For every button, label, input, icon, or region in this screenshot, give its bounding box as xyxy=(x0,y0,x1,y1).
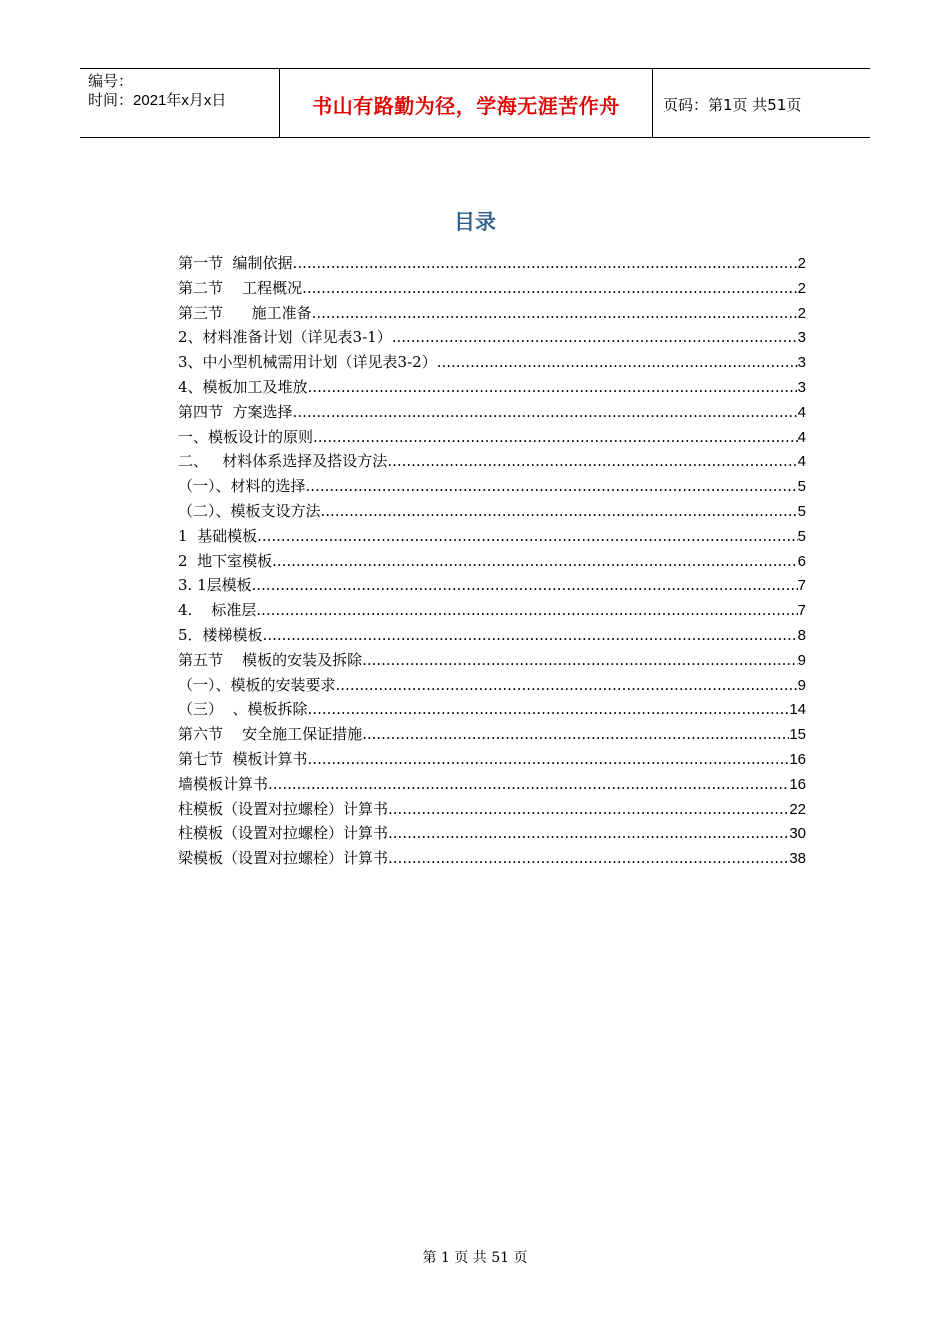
toc-entry-text: 一、模板设计的原则 xyxy=(178,427,314,446)
toc-entry[interactable] xyxy=(178,847,806,872)
toc-dot-leader xyxy=(293,254,798,272)
toc-entry[interactable] xyxy=(178,351,806,376)
toc-entry-text: 柱模板（设置对拉螺栓）计算书 xyxy=(178,824,389,843)
toc-entry[interactable] xyxy=(178,624,806,649)
toc-entry-page: 30 xyxy=(789,825,806,843)
toc-entry[interactable] xyxy=(178,748,806,773)
toc-entry[interactable] xyxy=(178,500,806,525)
toc-entry[interactable] xyxy=(178,773,806,798)
toc-dot-leader xyxy=(388,824,789,842)
toc-dot-leader xyxy=(263,626,798,644)
toc-entry-page: 38 xyxy=(789,850,806,868)
toc-dot-leader xyxy=(388,849,789,867)
toc-entry[interactable] xyxy=(178,525,806,550)
toc-dot-leader xyxy=(302,279,798,297)
toc-dot-leader xyxy=(362,725,789,743)
toc-entry[interactable] xyxy=(178,723,806,748)
toc-entry-page: 8 xyxy=(797,626,806,644)
toc-dot-leader xyxy=(308,700,790,718)
toc-entry-text: 第六节 安全施工保证措施 xyxy=(178,725,363,744)
toc-entry-text: （二）、模板支设方法 xyxy=(178,501,321,520)
toc-entry[interactable] xyxy=(178,450,806,475)
toc-entry-text: 第七节 模板计算书 xyxy=(178,749,308,768)
toc-dot-leader xyxy=(313,428,798,446)
toc-entry-page: 22 xyxy=(789,800,806,818)
document-number-label: 编号： xyxy=(88,73,134,90)
toc-entry-text: 第一节 编制依据 xyxy=(178,254,293,272)
toc-entry[interactable] xyxy=(178,674,806,699)
toc-entry[interactable] xyxy=(178,252,806,277)
toc-entry[interactable] xyxy=(178,574,806,599)
toc-entry-page: 9 xyxy=(797,651,806,669)
toc-entry[interactable] xyxy=(178,649,806,674)
toc-entry-text: （三） 、模板拆除 xyxy=(178,700,308,719)
table-of-contents xyxy=(178,252,806,872)
header-page-info: 页码：第1页 共51页 xyxy=(663,96,802,114)
toc-entry-text: 梁模板（设置对拉螺栓）计算书 xyxy=(178,849,389,868)
toc-entry-page: 6 xyxy=(797,552,806,570)
toc-entry[interactable] xyxy=(178,302,806,327)
toc-entry[interactable] xyxy=(178,426,806,451)
toc-entry-page: 2 xyxy=(797,255,806,272)
toc-entry-text: 墙模板计算书 xyxy=(178,774,269,793)
toc-entry-page: 7 xyxy=(797,577,806,595)
toc-entry[interactable] xyxy=(178,822,806,847)
toc-entry-page: 4 xyxy=(797,428,806,446)
toc-dot-leader xyxy=(312,304,798,322)
toc-entry-text: 4. 标准层 xyxy=(178,601,257,620)
toc-dot-leader xyxy=(272,552,798,570)
toc-entry-text: 3、中小型机械需用计划（详见表3-2） xyxy=(178,353,437,372)
toc-dot-leader xyxy=(437,353,798,371)
toc-entry[interactable] xyxy=(178,798,806,823)
toc-dot-leader xyxy=(388,800,789,818)
toc-entry-text: （一）、模板的安装要求 xyxy=(178,675,336,694)
toc-entry[interactable] xyxy=(178,401,806,426)
toc-entry-page: 9 xyxy=(797,676,806,694)
toc-entry-page: 5 xyxy=(797,527,806,545)
document-date: 时间：2021年x月x日 xyxy=(88,92,227,109)
toc-entry-page: 5 xyxy=(797,502,806,520)
toc-entry-text: 3. 1层模板 xyxy=(178,576,252,595)
toc-dot-leader xyxy=(336,676,798,694)
toc-entry-text: 第二节 工程概况 xyxy=(178,278,303,297)
toc-entry-page: 15 xyxy=(789,726,806,744)
page-footer: 第 1 页 共 51 页 xyxy=(422,1250,528,1266)
toc-entry-page: 3 xyxy=(797,354,806,372)
toc-entry-page: 7 xyxy=(797,602,806,620)
toc-entry-page: 16 xyxy=(789,775,806,793)
toc-dot-leader xyxy=(257,527,798,545)
toc-entry-text: 2 地下室模板 xyxy=(178,551,273,570)
toc-entry-text: 柱模板（设置对拉螺栓）计算书 xyxy=(178,799,389,818)
toc-dot-leader xyxy=(252,576,798,594)
toc-entry-text: 第五节 模板的安装及拆除 xyxy=(178,650,363,669)
toc-dot-leader xyxy=(392,328,798,346)
toc-entry-page: 3 xyxy=(797,378,806,396)
toc-dot-leader xyxy=(268,775,789,793)
toc-dot-leader xyxy=(308,378,798,396)
toc-entry-page: 4 xyxy=(797,453,806,471)
header-meta xyxy=(80,69,280,137)
toc-entry[interactable] xyxy=(178,698,806,723)
toc-entry-text: （一）、材料的选择 xyxy=(178,477,306,496)
toc-entry-page: 5 xyxy=(797,478,806,496)
toc-entry-text: 1 基础模板 xyxy=(178,526,258,545)
toc-entry[interactable] xyxy=(178,550,806,575)
toc-entry-page: 4 xyxy=(797,403,806,421)
toc-entry-page: 2 xyxy=(797,304,806,322)
toc-entry-page: 2 xyxy=(797,279,806,297)
toc-entry[interactable] xyxy=(178,599,806,624)
toc-entry-text: 5．楼梯模板 xyxy=(178,625,263,644)
toc-entry-page: 16 xyxy=(789,750,806,768)
toc-dot-leader xyxy=(387,452,797,470)
toc-entry[interactable] xyxy=(178,326,806,351)
toc-entry-text: 二、 材料体系选择及搭设方法 xyxy=(178,452,388,471)
toc-dot-leader xyxy=(308,750,790,768)
toc-entry[interactable] xyxy=(178,475,806,500)
toc-entry-text: 第四节 方案选择 xyxy=(178,402,293,421)
toc-entry-page: 14 xyxy=(789,701,806,719)
toc-entry-page: 3 xyxy=(797,329,806,347)
header-motto: 书山有路勤为径，学海无涯苦作舟 xyxy=(280,69,653,137)
toc-entry-text: 2、材料准备计划（详见表3-1） xyxy=(178,328,392,347)
page-header xyxy=(80,68,870,138)
toc-dot-leader xyxy=(256,601,797,619)
toc-dot-leader xyxy=(293,403,798,421)
toc-dot-leader xyxy=(321,502,798,520)
toc-dot-leader xyxy=(362,651,798,669)
toc-entry[interactable] xyxy=(178,277,806,302)
toc-title: 目录 xyxy=(454,210,496,234)
toc-dot-leader xyxy=(306,477,798,495)
toc-entry-text: 4、模板加工及堆放 xyxy=(178,377,308,396)
toc-entry-text: 第三节 施工准备 xyxy=(178,303,312,322)
toc-entry[interactable] xyxy=(178,376,806,401)
